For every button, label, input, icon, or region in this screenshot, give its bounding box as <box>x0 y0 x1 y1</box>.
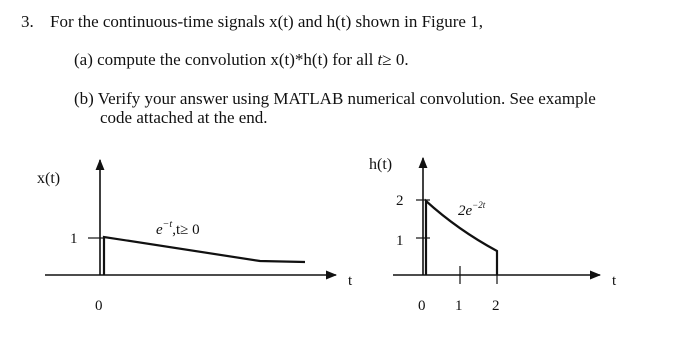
x-plot-ylabel: x(t) <box>37 170 61 187</box>
x-plot-curve <box>104 237 305 275</box>
h-plot-xtick-label-1: 1 <box>455 298 463 314</box>
part-a-text: (a) compute the convolution x(t)*h(t) for all <box>74 50 378 69</box>
h-plot-xtick-label-2: 2 <box>492 298 500 314</box>
x-plot-ytick-label: 1 <box>70 231 78 247</box>
x-plot-xlabel: t <box>348 273 353 289</box>
h-plot-curve-exp: −2t <box>472 200 486 210</box>
x-plot <box>37 160 353 314</box>
x-plot-curve-cond: ,t≥ 0 <box>172 222 200 238</box>
h-plot-ytick-label-1: 1 <box>396 233 404 249</box>
part-a-condition: ≥ 0. <box>382 50 409 69</box>
x-plot-curve-label <box>156 219 200 238</box>
part-b-line-2: code attached at the end. <box>100 108 268 127</box>
problem-statement: For the continuous-time signals x(t) and h(t) shown in Figure 1, <box>50 12 483 31</box>
h-plot-curve-label <box>458 200 486 219</box>
part-a-variable: t <box>377 50 383 69</box>
h-plot <box>369 156 617 314</box>
h-plot-ytick-label-2: 2 <box>396 193 404 209</box>
x-plot-curve-func: e <box>156 222 163 238</box>
part-b-line-1: (b) Verify your answer using MATLAB numerical convolution. See example <box>74 89 596 108</box>
x-plot-xtick-label: 0 <box>95 298 103 314</box>
h-plot-xtick-label-0: 0 <box>418 298 426 314</box>
x-plot-curve-exp: −t <box>162 219 173 230</box>
problem-number: 3. <box>21 12 34 31</box>
h-plot-ylabel: h(t) <box>369 156 393 173</box>
h-plot-xlabel: t <box>612 273 617 289</box>
h-plot-curve-coef: 2e <box>458 203 473 219</box>
